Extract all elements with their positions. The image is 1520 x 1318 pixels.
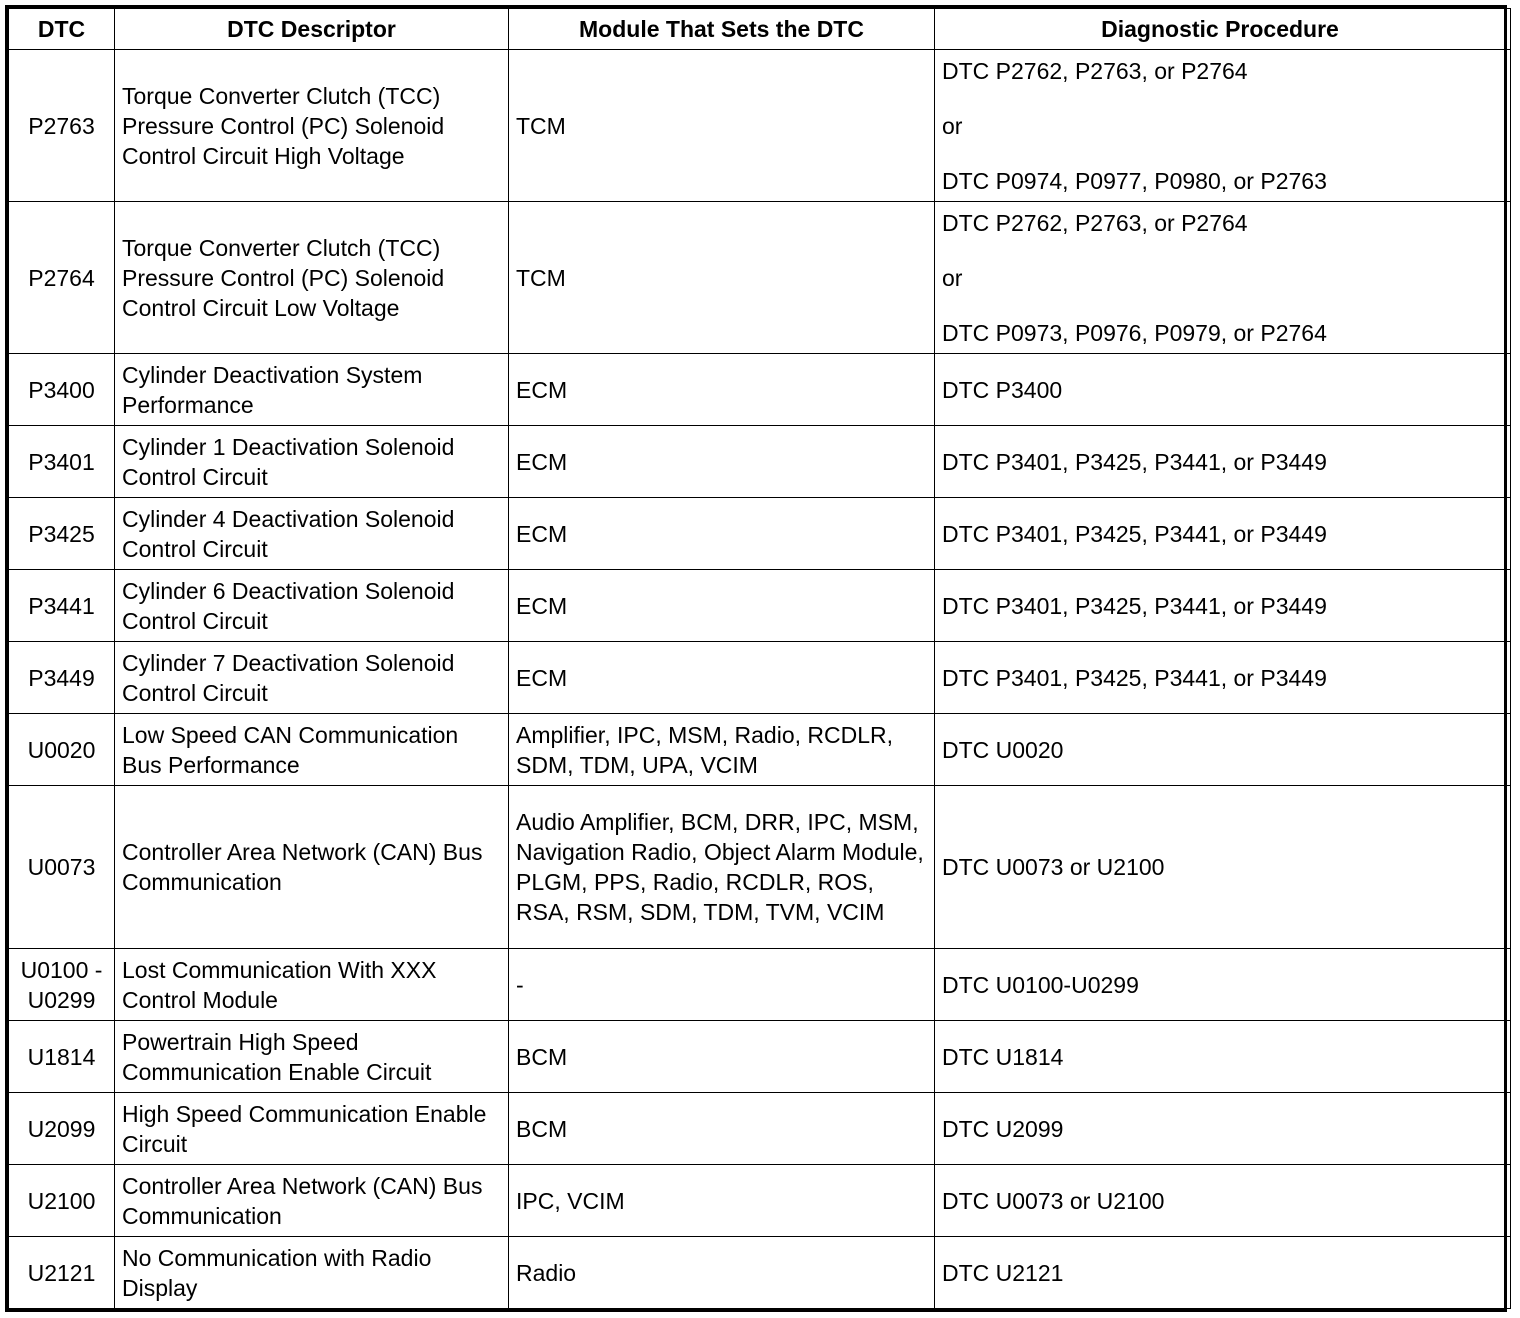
procedure-line: DTC U0073 or U2100 [942,1187,1165,1214]
right-edge-cell [1506,202,1511,354]
right-edge-cell [1506,498,1511,570]
module-cell: ECM [509,642,935,714]
module-cell: IPC, VCIM [509,1165,935,1237]
dtc-code-cell: U2099 [9,1093,115,1165]
dtc-code-cell: P3401 [9,426,115,498]
dtc-code-cell: P3441 [9,570,115,642]
procedure-line-gap [942,238,1498,263]
diagnostic-procedure-cell [935,1237,1506,1309]
right-edge-cell [1506,1021,1511,1093]
dtc-descriptor-cell: Cylinder 1 Deactivation Solenoid Control Circuit [115,426,509,498]
module-cell: BCM [509,1093,935,1165]
module-cell: ECM [509,498,935,570]
table-body [9,50,1511,1309]
right-edge-cell [1506,786,1511,949]
right-edge-cell [1506,714,1511,786]
right-edge-cell [1506,642,1511,714]
procedure-line: DTC U0020 [942,736,1064,763]
dtc-code-cell: U0100 - U0299 [9,949,115,1021]
module-cell: ECM [509,426,935,498]
dtc-descriptor-cell: Cylinder 7 Deactivation Solenoid Control Circuit [115,642,509,714]
module-cell: BCM [509,1021,935,1093]
dtc-code-cell: U1814 [9,1021,115,1093]
header-procedure: Diagnostic Procedure [935,9,1506,50]
procedure-line: DTC P0973, P0976, P0979, or P2764 [942,319,1327,346]
module-cell: Radio [509,1237,935,1309]
table-row [9,498,1511,570]
diagnostic-procedure-cell [935,949,1506,1021]
table-row [9,50,1511,202]
dtc-descriptor-cell: Torque Converter Clutch (TCC) Pressure Control (PC) Solenoid Control Circuit Low Voltage [115,202,509,354]
module-cell: ECM [509,570,935,642]
dtc-code-cell: P3449 [9,642,115,714]
procedure-line: or [942,112,963,139]
dtc-code-cell: U0073 [9,786,115,949]
dtc-code-cell: U2100 [9,1165,115,1237]
procedure-line: DTC P3400 [942,376,1063,403]
procedure-line: DTC U0073 or U2100 [942,854,1165,880]
procedure-line: DTC P2762, P2763, or P2764 [942,57,1248,84]
right-edge-cell [1506,50,1511,202]
dtc-code-cell: P2764 [9,202,115,354]
procedure-line-gap [942,293,1498,318]
right-edge-cell [1506,949,1511,1021]
header-dtc: DTC [9,9,115,50]
module-cell: - [509,949,935,1021]
dtc-code-cell: U0020 [9,714,115,786]
dtc-descriptor-cell: Cylinder 6 Deactivation Solenoid Control Circuit [115,570,509,642]
dtc-descriptor-cell: Controller Area Network (CAN) Bus Communication [115,1165,509,1237]
diagnostic-procedure-cell [935,714,1506,786]
table-row [9,949,1511,1021]
diagnostic-procedure-cell [935,354,1506,426]
dtc-descriptor-cell: No Communication with Radio Display [115,1237,509,1309]
procedure-line: DTC P2762, P2763, or P2764 [942,209,1248,236]
right-edge-cell [1506,570,1511,642]
procedure-line: DTC U1814 [942,1043,1064,1070]
header-descriptor: DTC Descriptor [115,9,509,50]
procedure-line-gap [942,141,1498,166]
right-edge-cell [1506,1165,1511,1237]
module-cell: TCM [509,50,935,202]
dtc-code-cell: P2763 [9,50,115,202]
diagnostic-procedure-cell [935,570,1506,642]
right-edge-cell [1506,426,1511,498]
diagnostic-procedure-cell [935,786,1506,949]
dtc-descriptor-cell: High Speed Communication Enable Circuit [115,1093,509,1165]
diagnostic-procedure-cell [935,50,1506,202]
procedure-line: DTC P3401, P3425, P3441, or P3449 [942,592,1327,619]
diagnostic-procedure-cell [935,426,1506,498]
diagnostic-procedure-cell [935,1021,1506,1093]
table-row [9,570,1511,642]
table-header-row [9,9,1511,50]
module-cell: Audio Amplifier, BCM, DRR, IPC, MSM, Navigation Radio, Object Alarm Module, PLGM, PPS, Radio, RCDLR, ROS, RSA, RSM, SDM, TDM, TVM, VCIM [509,786,935,949]
dtc-descriptor-cell: Torque Converter Clutch (TCC) Pressure Control (PC) Solenoid Control Circuit High Voltage [115,50,509,202]
table-row [9,714,1511,786]
table-row [9,786,1511,949]
dtc-descriptor-cell: Low Speed CAN Communication Bus Performance [115,714,509,786]
dtc-descriptor-cell: Powertrain High Speed Communication Enable Circuit [115,1021,509,1093]
dtc-code-cell: P3400 [9,354,115,426]
table-row [9,202,1511,354]
module-cell: TCM [509,202,935,354]
table-row [9,642,1511,714]
table-row [9,1165,1511,1237]
procedure-line: or [942,264,963,291]
dtc-descriptor-cell: Lost Communication With XXX Control Module [115,949,509,1021]
table-row [9,1021,1511,1093]
right-edge-cell [1506,1237,1511,1309]
right-edge-cell [1506,1093,1511,1165]
procedure-line: DTC P3401, P3425, P3441, or P3449 [942,448,1327,475]
procedure-line: DTC P3401, P3425, P3441, or P3449 [942,664,1327,691]
diagnostic-procedure-cell [935,642,1506,714]
dtc-table-container [5,5,1507,1312]
diagnostic-procedure-cell [935,1165,1506,1237]
dtc-code-cell: P3425 [9,498,115,570]
table-row [9,1237,1511,1309]
procedure-line-gap [942,86,1498,111]
dtc-descriptor-cell: Cylinder Deactivation System Performance [115,354,509,426]
module-cell: ECM [509,354,935,426]
right-edge-cell [1506,354,1511,426]
diagnostic-procedure-cell [935,1093,1506,1165]
procedure-line: DTC P0974, P0977, P0980, or P2763 [942,167,1327,194]
dtc-code-cell: U2121 [9,1237,115,1309]
table-row [9,354,1511,426]
table-row [9,1093,1511,1165]
procedure-line: DTC U2121 [942,1259,1064,1286]
dtc-table [8,8,1511,1309]
module-cell: Amplifier, IPC, MSM, Radio, RCDLR, SDM, TDM, UPA, VCIM [509,714,935,786]
table-row [9,426,1511,498]
diagnostic-procedure-cell [935,498,1506,570]
procedure-line: DTC P3401, P3425, P3441, or P3449 [942,520,1327,547]
right-edge-cell [1506,9,1511,50]
diagnostic-procedure-cell [935,202,1506,354]
header-module: Module That Sets the DTC [509,9,935,50]
dtc-descriptor-cell: Cylinder 4 Deactivation Solenoid Control Circuit [115,498,509,570]
procedure-line: DTC U2099 [942,1115,1064,1142]
dtc-descriptor-cell: Controller Area Network (CAN) Bus Communication [115,786,509,949]
procedure-line: DTC U0100-U0299 [942,971,1139,998]
